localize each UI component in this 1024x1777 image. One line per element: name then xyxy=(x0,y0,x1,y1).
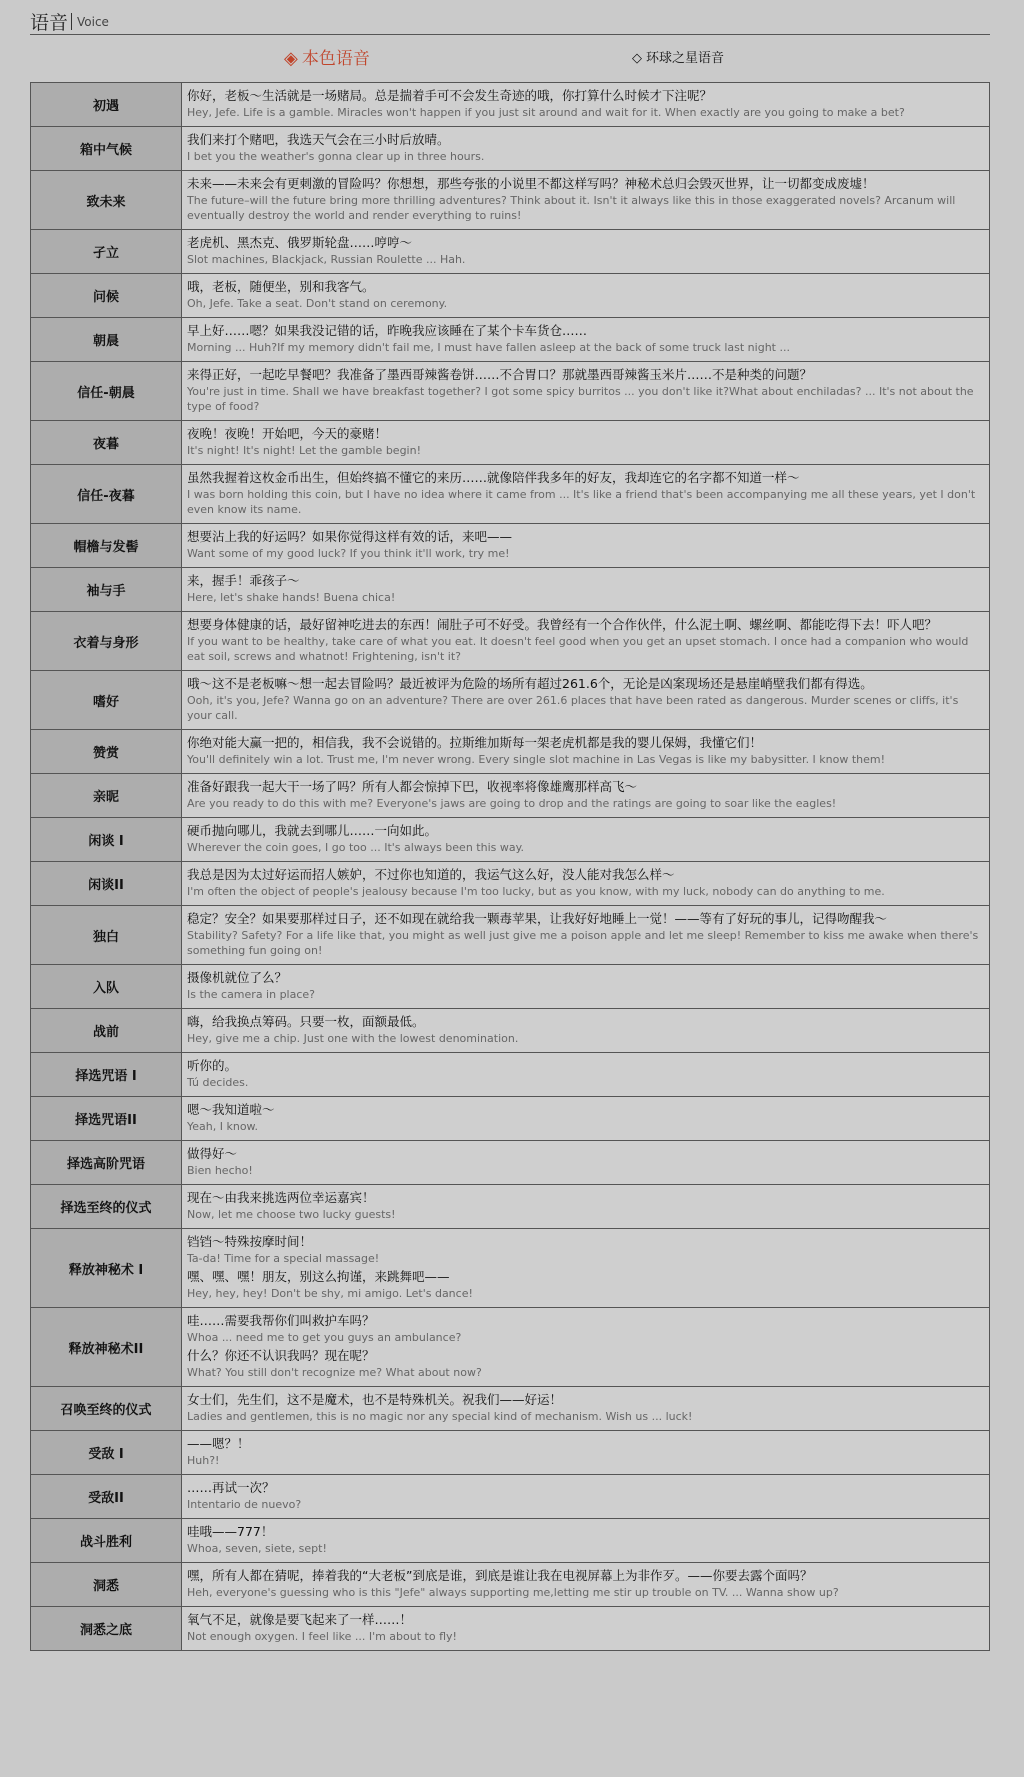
row-label: 衣着与身形 xyxy=(31,612,182,671)
line-english: Stability? Safety? For a life like that, you might as well just give me a poison apple and let me sleep! Remember to kiss me awake when there's something fun going on! xyxy=(187,929,979,957)
table-row xyxy=(31,730,990,774)
row-text xyxy=(182,612,990,671)
line-chinese: 稳定？安全？如果要那样过日子，还不如现在就给我一颗毒苹果，让我好好地睡上一觉！——等有了好玩的事儿，记得吻醒我～ xyxy=(187,911,888,926)
row-text xyxy=(182,362,990,421)
line-english: Is the camera in place? xyxy=(187,988,316,1001)
row-label: 释放神秘术 I xyxy=(31,1229,182,1308)
table-row xyxy=(31,1009,990,1053)
line-chinese: 你绝对能大赢一把的，相信我，我不会说错的。拉斯维加斯每一架老虎机都是我的婴儿保姆，我懂它们！ xyxy=(187,735,763,750)
row-text xyxy=(182,862,990,906)
line-english: Ta-da! Time for a special massage! xyxy=(187,1252,380,1265)
table-row xyxy=(31,230,990,274)
tab-label: 环球之星语音 xyxy=(646,51,725,66)
table-row xyxy=(31,774,990,818)
line-chinese: 虽然我握着这枚金币出生，但始终搞不懂它的来历……就像陪伴我多年的好友，我却连它的名字都不知道一样～ xyxy=(187,470,800,485)
line-chinese: 什么？你还不认识我吗？现在呢？ xyxy=(187,1348,375,1363)
tab-label: 本色语音 xyxy=(301,49,370,69)
row-label: 问候 xyxy=(31,274,182,318)
row-label: 闲谈II xyxy=(31,862,182,906)
table-row xyxy=(31,906,990,965)
line-english: I was born holding this coin, but I have no idea where it came from ... It's like a friend that's been accompanying me all these years, yet I don't even know its name. xyxy=(187,488,976,516)
line-english: Hey, give me a chip. Just one with the lowest denomination. xyxy=(187,1032,519,1045)
line-english: It's night! It's night! Let the gamble begin! xyxy=(187,444,421,457)
row-text xyxy=(182,421,990,465)
row-text xyxy=(182,1009,990,1053)
row-label: 夜暮 xyxy=(31,421,182,465)
line-chinese: 哦～这不是老板嘛～想一起去冒险吗？最近被评为危险的场所有超过261.6个，无论是凶案现场还是悬崖峭壁我们都有得选。 xyxy=(187,676,873,691)
row-label: 初遇 xyxy=(31,83,182,127)
line-english: Hey, hey, hey! Don't be shy, mi amigo. Let's dance! xyxy=(187,1287,473,1300)
table-row xyxy=(31,671,990,730)
line-chinese: 哇哦——777！ xyxy=(187,1524,274,1539)
line-english: The future–will the future bring more thrilling adventures? Think about it. Isn't it always like this in those exaggerated novels? Arcanum will eventually destroy the world and render everything to ruins! xyxy=(187,194,956,222)
table-row xyxy=(31,568,990,612)
diamond-filled-icon: ◈ xyxy=(284,48,298,69)
row-label: 洞悉之底 xyxy=(31,1607,182,1651)
row-text xyxy=(182,524,990,568)
voice-lines-table xyxy=(30,82,990,1651)
line-chinese: 我们来打个赌吧，我选天气会在三小时后放晴。 xyxy=(187,132,450,147)
line-english: Yeah, I know. xyxy=(187,1120,259,1133)
line-chinese: 早上好……嗯？如果我没记错的话，昨晚我应该睡在了某个卡车货仓…… xyxy=(187,323,588,338)
row-text xyxy=(182,568,990,612)
table-row xyxy=(31,318,990,362)
row-label: 召唤至终的仪式 xyxy=(31,1387,182,1431)
line-english: Huh?! xyxy=(187,1454,220,1467)
row-text xyxy=(182,274,990,318)
table-row xyxy=(31,524,990,568)
row-text xyxy=(182,1387,990,1431)
table-row xyxy=(31,171,990,230)
row-text xyxy=(182,965,990,1009)
row-text xyxy=(182,1431,990,1475)
line-chinese: 你好，老板～生活就是一场赌局。总是揣着手可不会发生奇迹的哦，你打算什么时候才下注呢？ xyxy=(187,88,713,103)
table-row xyxy=(31,612,990,671)
row-text xyxy=(182,1229,990,1308)
row-label: 亲昵 xyxy=(31,774,182,818)
line-english: What? You still don't recognize me? What about now? xyxy=(187,1366,482,1379)
row-text xyxy=(182,1607,990,1651)
line-english: I'm often the object of people's jealousy because I'm too lucky, but as you know, with my luck, nobody can do anything to me. xyxy=(187,885,885,898)
row-label: 受敌 I xyxy=(31,1431,182,1475)
line-english: You'll definitely win a lot. Trust me, I'm never wrong. Every single slot machine in Las Vegas is like my babysitter. I know them! xyxy=(187,753,886,766)
row-text xyxy=(182,230,990,274)
table-row xyxy=(31,1229,990,1308)
line-english: Here, let's shake hands! Buena chica! xyxy=(187,591,396,604)
row-label: 入队 xyxy=(31,965,182,1009)
row-text xyxy=(182,1097,990,1141)
line-chinese: 未来——未来会有更刺激的冒险吗？你想想，那些夸张的小说里不都这样写吗？神秘术总归会毁灭世界，让一切都变成废墟！ xyxy=(187,176,875,191)
line-english: Whoa, seven, siete, sept! xyxy=(187,1542,327,1555)
table-row xyxy=(31,862,990,906)
table-row xyxy=(31,127,990,171)
line-chinese: 听你的。 xyxy=(187,1058,238,1073)
line-chinese: 硬币抛向哪儿，我就去到哪儿……一向如此。 xyxy=(187,823,438,838)
line-chinese: ……再试一次？ xyxy=(187,1480,275,1495)
line-english: Morning ... Huh?If my memory didn't fail me, I must have fallen asleep at the back of some truck last night ... xyxy=(187,341,790,354)
row-label: 洞悉 xyxy=(31,1563,182,1607)
line-chinese: 做得好～ xyxy=(187,1146,238,1161)
row-text xyxy=(182,1141,990,1185)
row-text xyxy=(182,318,990,362)
table-row xyxy=(31,1308,990,1387)
row-text xyxy=(182,1475,990,1519)
row-label: 择选咒语II xyxy=(31,1097,182,1141)
row-text xyxy=(182,1308,990,1387)
line-chinese: 哦，老板，随便坐，别和我客气。 xyxy=(187,279,375,294)
row-label: 战前 xyxy=(31,1009,182,1053)
line-chinese: 夜晚！夜晚！开始吧，今天的豪赌！ xyxy=(187,426,388,441)
row-label: 受敌II xyxy=(31,1475,182,1519)
row-label: 赞赏 xyxy=(31,730,182,774)
row-text xyxy=(182,171,990,230)
row-label: 致未来 xyxy=(31,171,182,230)
line-english: I bet you the weather's gonna clear up in three hours. xyxy=(187,150,485,163)
row-label: 孑立 xyxy=(31,230,182,274)
table-row xyxy=(31,1141,990,1185)
table-row xyxy=(31,1475,990,1519)
line-english: Want some of my good luck? If you think it'll work, try me! xyxy=(187,547,510,560)
table-row xyxy=(31,1431,990,1475)
table-row xyxy=(31,818,990,862)
line-english: You're just in time. Shall we have breakfast together? I got some spicy burritos ... you don't like it?What about enchiladas? ... It's not about the type of food? xyxy=(187,385,974,413)
row-label: 闲谈 I xyxy=(31,818,182,862)
table-row xyxy=(31,1563,990,1607)
line-english: Intentario de nuevo? xyxy=(187,1498,302,1511)
line-english: Whoa ... need me to get you guys an ambulance? xyxy=(187,1331,462,1344)
row-label: 择选至终的仪式 xyxy=(31,1185,182,1229)
line-chinese: 来得正好，一起吃早餐吧？我准备了墨西哥辣酱卷饼……不合胃口？那就墨西哥辣酱玉米片……不是种类的问题？ xyxy=(187,367,813,382)
line-chinese: 铛铛～特殊按摩时间！ xyxy=(187,1234,313,1249)
line-chinese: 摄像机就位了么？ xyxy=(187,970,288,985)
line-chinese: 我总是因为太过好运而招人嫉妒，不过你也知道的，我运气这么好，没人能对我怎么样～ xyxy=(187,867,675,882)
line-chinese: 氧气不足，就像是要飞起来了一样……！ xyxy=(187,1612,413,1627)
tab-global-star-voice[interactable] xyxy=(632,44,724,74)
line-chinese: 女士们，先生们，这不是魔术，也不是特殊机关。祝我们——好运！ xyxy=(187,1392,563,1407)
table-row xyxy=(31,1607,990,1651)
line-chinese: 来，握手！乖孩子～ xyxy=(187,573,300,588)
line-english: Heh, everyone's guessing who is this "Jefe" always supporting me,letting me stir up trouble on TV. ... Wanna show up? xyxy=(187,1586,839,1599)
diamond-outline-icon: ◇ xyxy=(632,51,642,66)
table-row xyxy=(31,1519,990,1563)
row-label: 择选高阶咒语 xyxy=(31,1141,182,1185)
row-text xyxy=(182,465,990,524)
table-row xyxy=(31,965,990,1009)
table-row xyxy=(31,362,990,421)
line-english: Slot machines, Blackjack, Russian Roulette ... Hah. xyxy=(187,253,466,266)
table-row xyxy=(31,1097,990,1141)
voice-tabs xyxy=(30,44,990,74)
table-row xyxy=(31,1387,990,1431)
row-label: 释放神秘术II xyxy=(31,1308,182,1387)
table-row xyxy=(31,274,990,318)
line-chinese: 哇……需要我帮你们叫救护车吗？ xyxy=(187,1313,375,1328)
line-english: Wherever the coin goes, I go too ... It's always been this way. xyxy=(187,841,525,854)
line-english: Now, let me choose two lucky guests! xyxy=(187,1208,396,1221)
row-label: 择选咒语 I xyxy=(31,1053,182,1097)
line-chinese: 嘿、嘿、嘿！朋友，别这么拘谨，来跳舞吧—— xyxy=(187,1269,450,1284)
row-label: 独白 xyxy=(31,906,182,965)
section-title: 语音 xyxy=(30,12,69,34)
row-label: 信任-朝晨 xyxy=(31,362,182,421)
row-text xyxy=(182,774,990,818)
row-label: 朝晨 xyxy=(31,318,182,362)
table-row xyxy=(31,465,990,524)
tab-original-voice[interactable] xyxy=(284,44,370,74)
row-text xyxy=(182,127,990,171)
line-chinese: 老虎机、黑杰克、俄罗斯轮盘……哼哼～ xyxy=(187,235,413,250)
row-label: 战斗胜利 xyxy=(31,1519,182,1563)
line-english: Bien hecho! xyxy=(187,1164,253,1177)
line-english: Tú decides. xyxy=(187,1076,249,1089)
line-chinese: 想要身体健康的话，最好留神吃进去的东西！闹肚子可不好受。我曾经有一个合作伙伴，什么泥土啊、螺丝啊、都能吃得下去！吓人吧？ xyxy=(187,617,938,632)
line-chinese: 准备好跟我一起大干一场了吗？所有人都会惊掉下巴，收视率将像雄鹰那样高飞～ xyxy=(187,779,638,794)
table-row xyxy=(31,1185,990,1229)
table-row xyxy=(31,1053,990,1097)
row-text xyxy=(182,906,990,965)
line-chinese: 嘿，所有人都在猜呢，捧着我的“大老板”到底是谁，到底是谁让我在电视屏幕上为非作歹。——你要去露个面吗？ xyxy=(187,1568,813,1583)
row-text xyxy=(182,818,990,862)
line-english: Oh, Jefe. Take a seat. Don't stand on ceremony. xyxy=(187,297,448,310)
row-text xyxy=(182,671,990,730)
table-row xyxy=(31,83,990,127)
line-english: Ladies and gentlemen, this is no magic nor any special kind of mechanism. Wish us ... luck! xyxy=(187,1410,693,1423)
line-english: Ooh, it's you, Jefe? Wanna go on an adventure? There are over 261.6 places that have been rated as dangerous. Murder scenes or cliffs, it's your call. xyxy=(187,694,959,722)
line-chinese: 想要沾上我的好运吗？如果你觉得这样有效的话，来吧—— xyxy=(187,529,513,544)
row-text xyxy=(182,1563,990,1607)
line-english: Not enough oxygen. I feel like ... I'm about to fly! xyxy=(187,1630,457,1643)
row-text xyxy=(182,1185,990,1229)
line-english: If you want to be healthy, take care of what you eat. It doesn't feel good when you get an upset stomach. I once had a companion who would eat soil, screws and whatnot! Frightening, isn't it? xyxy=(187,635,969,663)
title-divider xyxy=(71,13,72,30)
row-text xyxy=(182,1519,990,1563)
line-chinese: 现在～由我来挑选两位幸运嘉宾！ xyxy=(187,1190,375,1205)
row-label: 袖与手 xyxy=(31,568,182,612)
row-text xyxy=(182,1053,990,1097)
row-label: 信任-夜暮 xyxy=(31,465,182,524)
row-label: 帽檐与发髻 xyxy=(31,524,182,568)
line-chinese: ——嗯？！ xyxy=(187,1436,250,1451)
page-header xyxy=(30,6,990,35)
line-chinese: 嗨，给我换点筹码。只要一枚，面额最低。 xyxy=(187,1014,425,1029)
row-label: 嗜好 xyxy=(31,671,182,730)
line-english: Hey, Jefe. Life is a gamble. Miracles won't happen if you just sit around and wait for it. When exactly are you going to make a bet? xyxy=(187,106,905,119)
line-english: Are you ready to do this with me? Everyone's jaws are going to drop and the ratings are going to soar like the eagles! xyxy=(187,797,837,810)
line-chinese: 嗯～我知道啦～ xyxy=(187,1102,275,1117)
section-subtitle: Voice xyxy=(77,15,109,29)
row-text xyxy=(182,730,990,774)
row-label: 箱中气候 xyxy=(31,127,182,171)
row-text xyxy=(182,83,990,127)
table-row xyxy=(31,421,990,465)
